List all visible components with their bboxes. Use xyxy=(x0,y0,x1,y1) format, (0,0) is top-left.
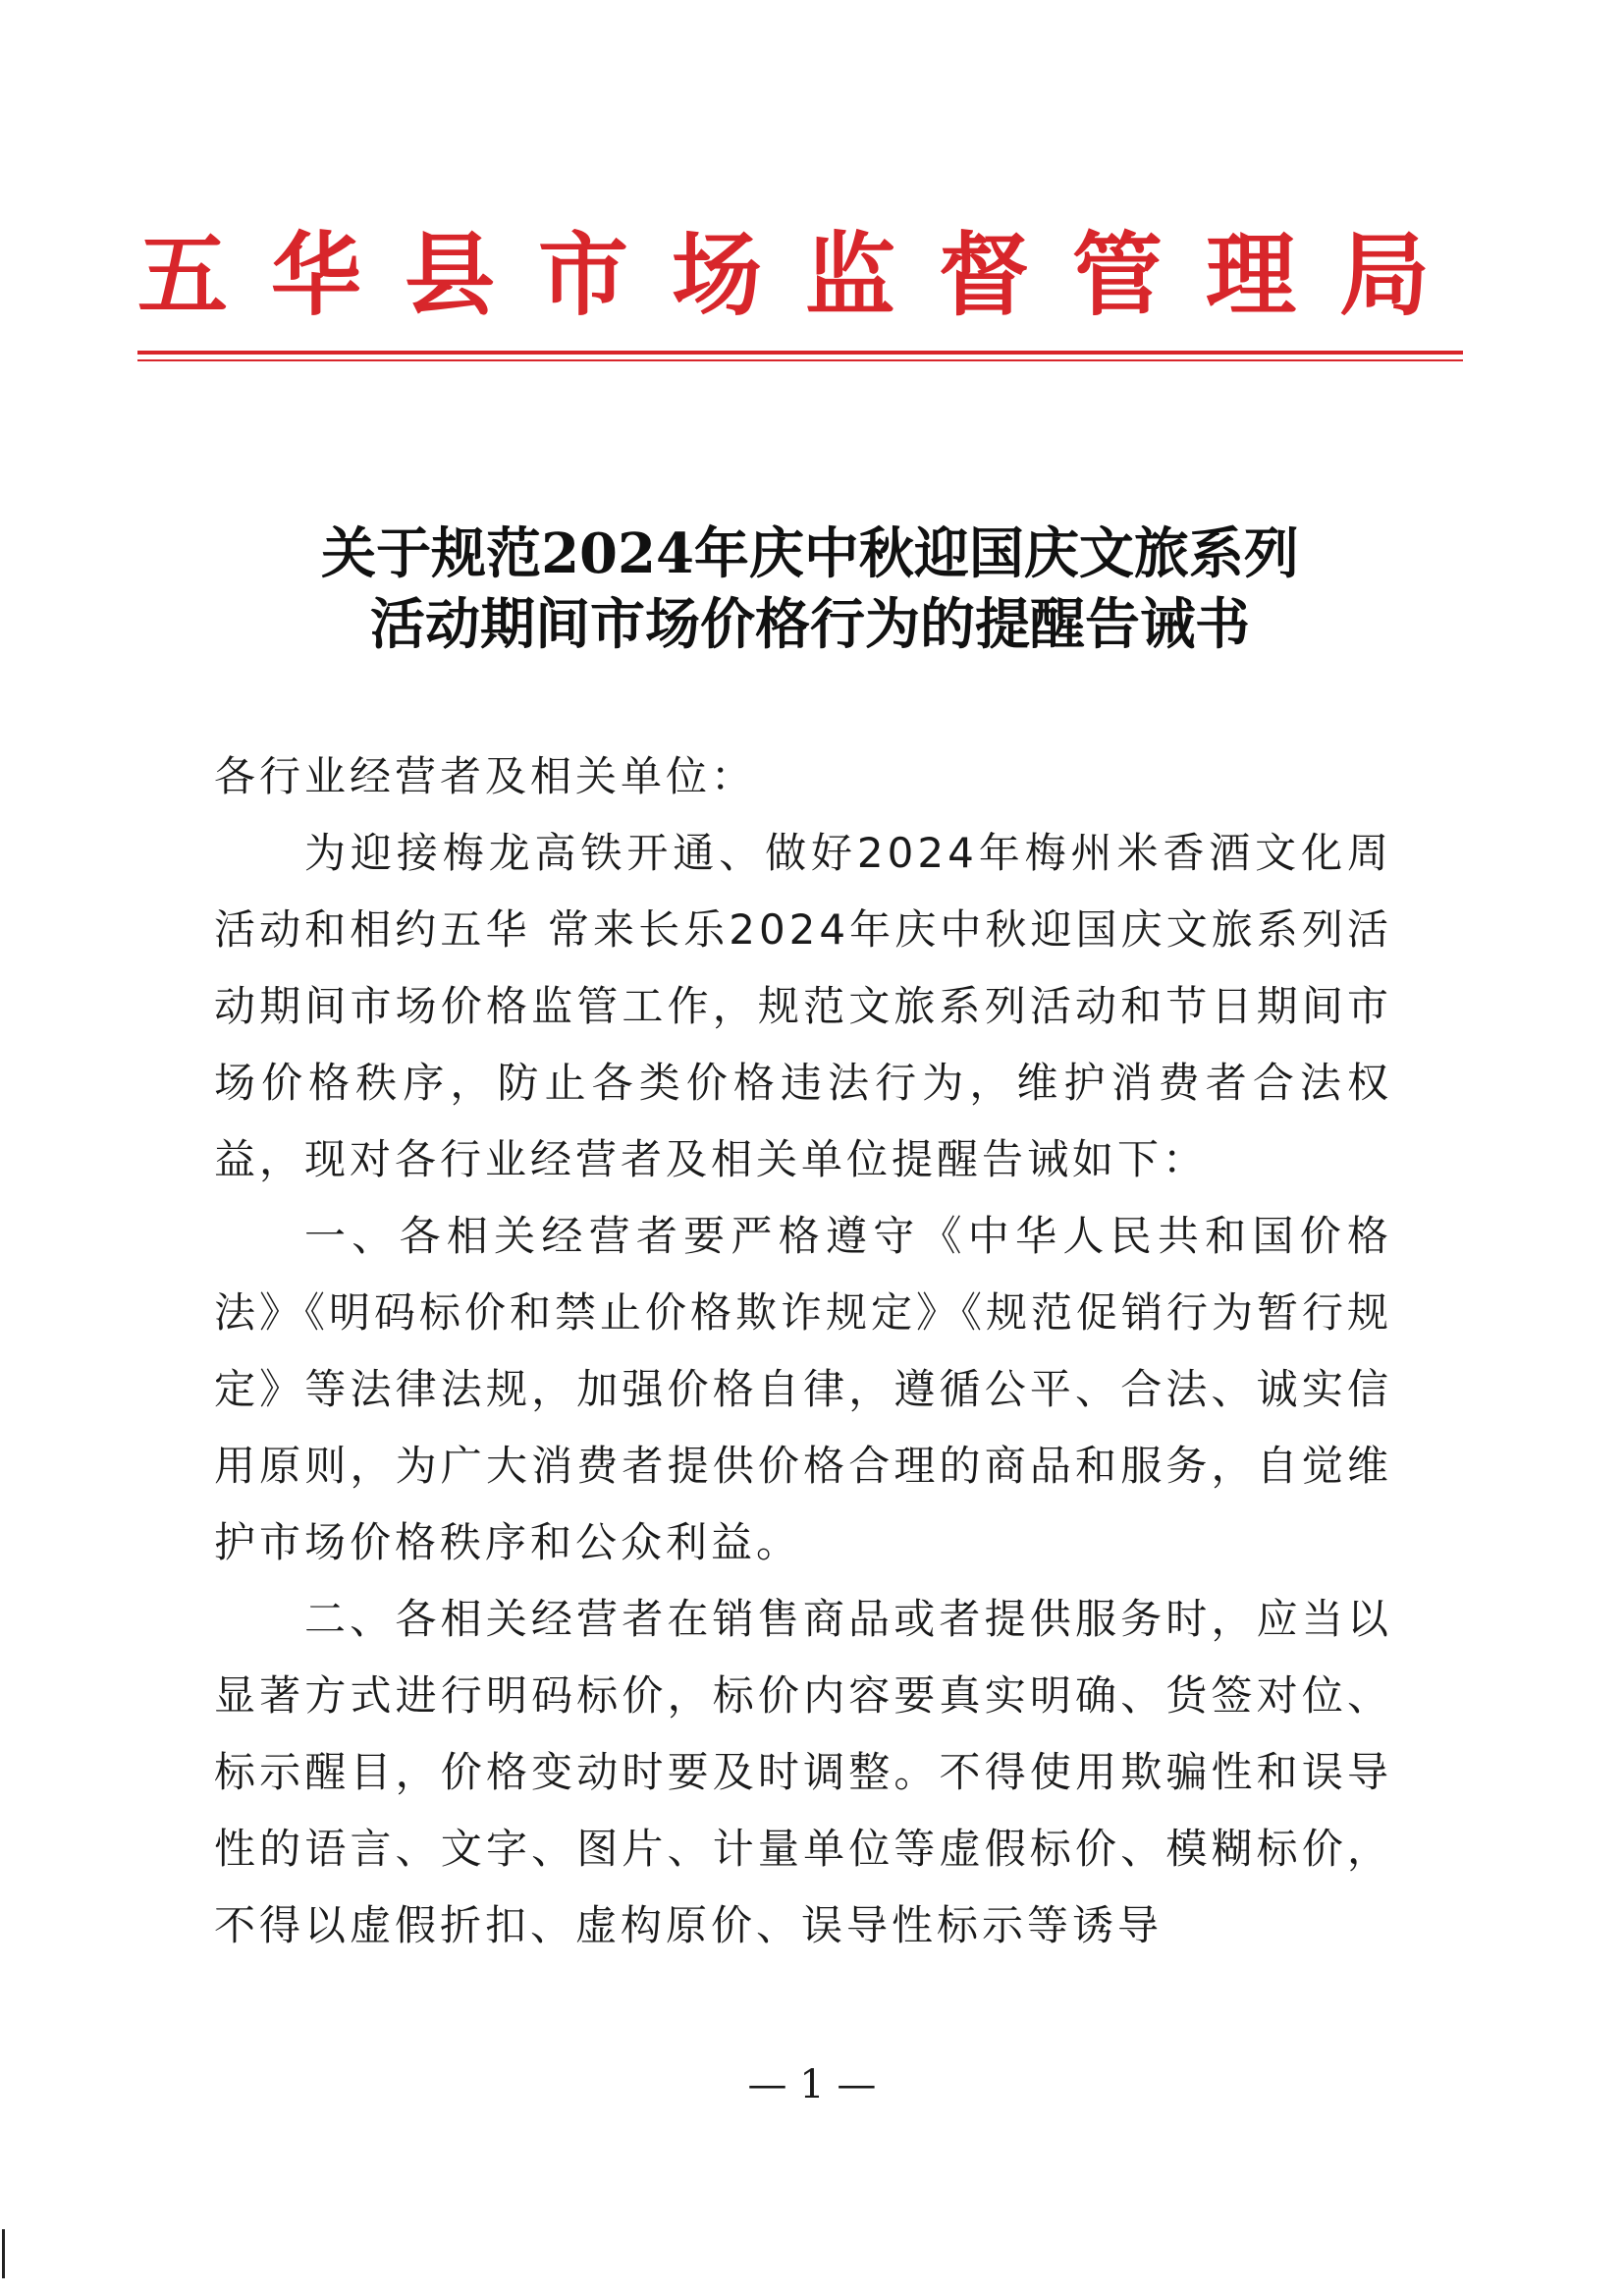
letterhead-red-rule xyxy=(137,351,1463,355)
agency-letterhead-title: 五华县市场监督管理局 xyxy=(137,222,1474,328)
paragraph-item-2: 二、各相关经营者在销售商品或者提供服务时，应当以显著方式进行明码标价，标价内容要真实明确、货签对位、标示醒目，价格变动时要及时调整。不得使用欺骗性和误导性的语言、文字、图片、计量单位等虚假标价、模糊标价，不得以虚假折扣、虚构原价、误导性标示等诱导 xyxy=(214,1595,1392,1949)
scan-edge-mark xyxy=(2,2229,5,2278)
document-title xyxy=(157,519,1463,660)
document-body xyxy=(214,738,1392,1964)
letterhead-red-rule-thin xyxy=(137,359,1463,361)
document-title-line-2: 活动期间市场价格行为的提醒告诫书 xyxy=(370,592,1250,657)
salutation: 各行业经营者及相关单位： xyxy=(214,752,757,800)
paragraph-intro: 为迎接梅龙高铁开通、做好2024年梅州米香酒文化周活动和相约五华 常来长乐2024年庆中秋迎国庆文旅系列活动期间市场价格监管工作，规范文旅系列活动和节日期间市场价格秩序，防止各类价格违法行为，维护消费者合法权益，现对各行业经营者及相关单位提醒告诫如下： xyxy=(214,829,1392,1183)
document-title-line-1: 关于规范2024年庆中秋迎国庆文旅系列 xyxy=(321,521,1299,586)
paragraph-item-1: 一、各相关经营者要严格遵守《中华人民共和国价格法》《明码标价和禁止价格欺诈规定》《规范促销行为暂行规定》等法律法规，加强价格自律，遵循公平、合法、诚实信用原则，为广大消费者提供价格合理的商品和服务，自觉维护市场价格秩序和公众利益。 xyxy=(214,1212,1393,1566)
page-number: — 1 — xyxy=(747,2062,877,2107)
